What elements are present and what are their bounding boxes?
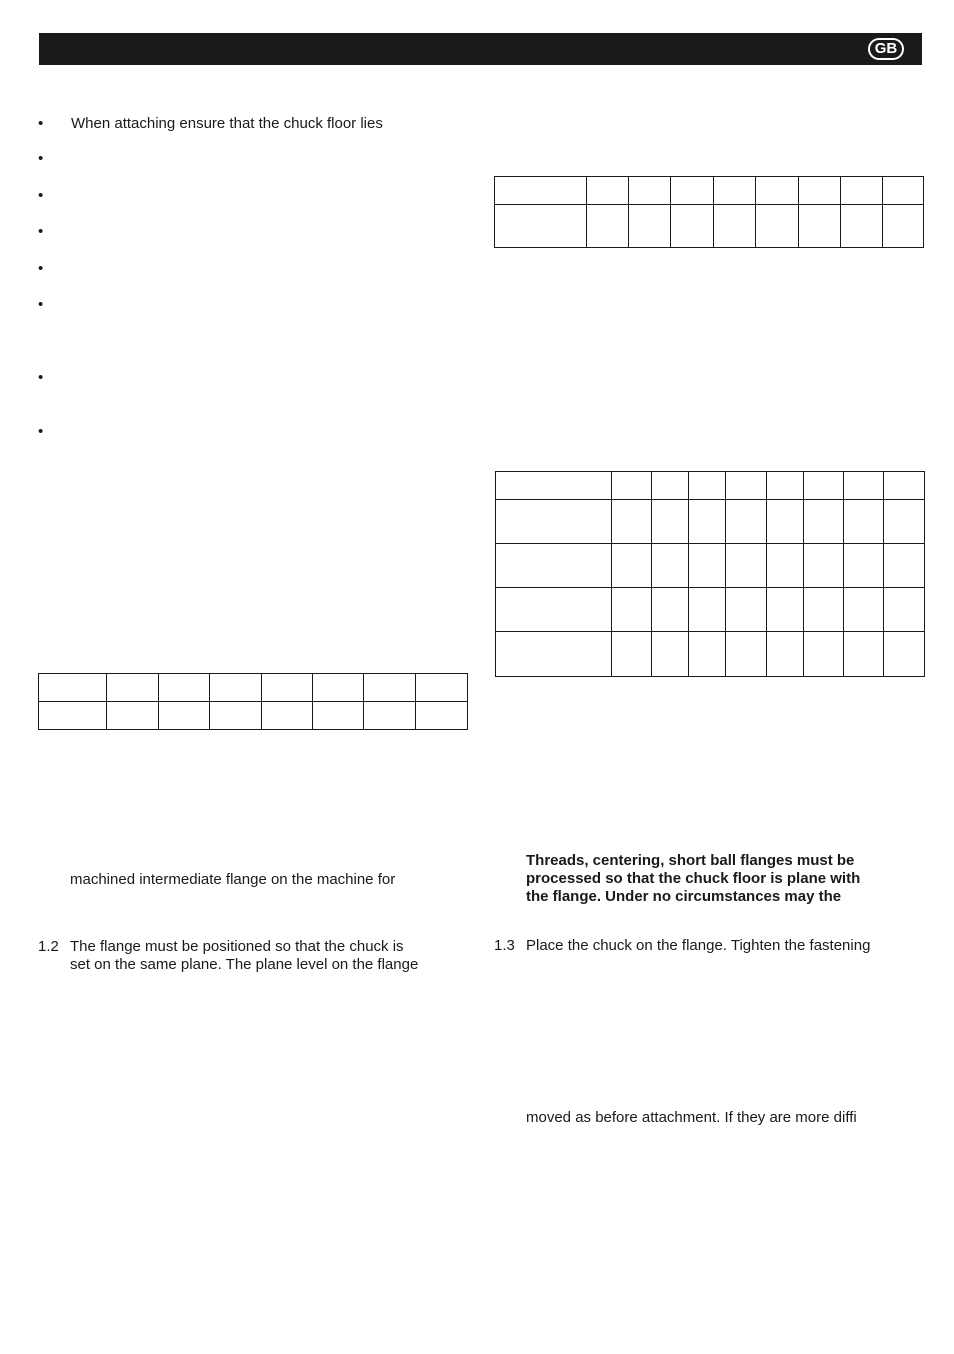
flange-text: machined intermediate flange on the machine for — [70, 871, 396, 888]
step-1-2-number: 1.2 — [38, 938, 59, 955]
bullet-3: • — [38, 187, 44, 204]
moved-text: moved as before attachment. If they are more diffi — [526, 1109, 857, 1126]
table-row — [39, 674, 468, 702]
header-bar — [39, 33, 922, 65]
bullet-7: • — [38, 369, 44, 386]
bullet-8: • — [38, 423, 44, 440]
table-row — [496, 632, 925, 677]
table-row — [496, 472, 925, 500]
warning-line-1: Threads, centering, short ball flanges must be — [526, 852, 855, 869]
table-row — [39, 702, 468, 730]
step-1-3-number: 1.3 — [494, 937, 515, 954]
table-row — [495, 177, 924, 205]
warning-line-2: processed so that the chuck floor is plane with — [526, 870, 861, 887]
bullet-2: • — [38, 150, 44, 167]
warning-line-3: the flange. Under no circumstances may the — [526, 888, 842, 905]
table-top-right — [494, 176, 924, 248]
language-badge-label: GB — [870, 40, 902, 58]
bullet-5: • — [38, 260, 44, 277]
language-badge — [868, 38, 904, 60]
step-1-3-text: Place the chuck on the flange. Tighten the fastening — [526, 937, 871, 954]
step-1-2-line-1: The flange must be positioned so that the chuck is — [70, 938, 404, 955]
table-row — [496, 500, 925, 544]
table-left — [38, 673, 468, 730]
bullet-1: • — [38, 115, 44, 132]
table-row — [496, 544, 925, 588]
table-row — [496, 588, 925, 632]
bullet-1-text: When attaching ensure that the chuck floor lies — [71, 115, 383, 132]
table-row — [495, 205, 924, 248]
bullet-6: • — [38, 296, 44, 313]
step-1-2-line-2: set on the same plane. The plane level on the flange — [70, 956, 419, 973]
table-middle-right — [495, 471, 925, 677]
bullet-4: • — [38, 223, 44, 240]
